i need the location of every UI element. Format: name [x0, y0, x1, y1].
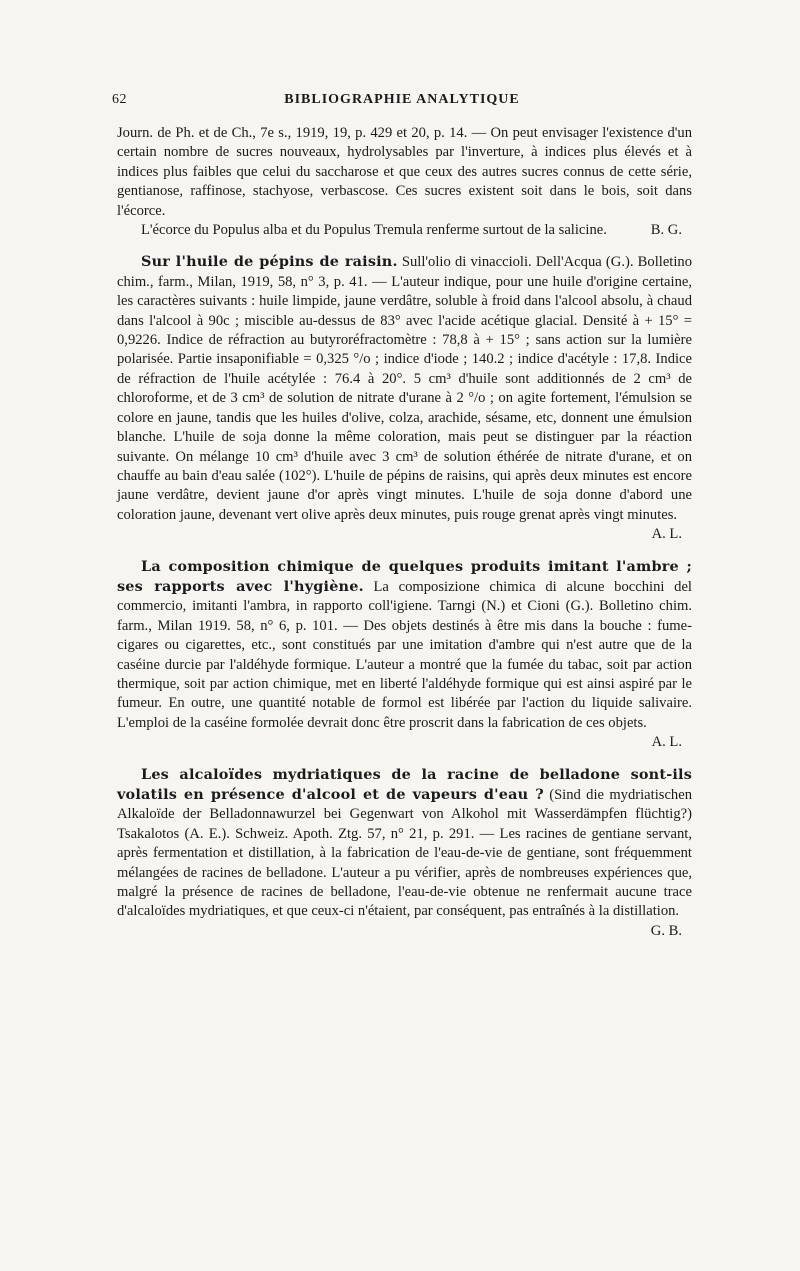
signature: A. L. [651, 526, 682, 543]
entry-heading: Les alcaloïdes mydriatiques de la racine de belladone sont-ils volatils en présence d'alcool et de vapeurs d'eau ? [117, 765, 692, 803]
page-number: 62 [112, 92, 127, 107]
entry-heading: La composition chimique de quelques produits imitant l'ambre ; ses rapports avec l'hygiène. [117, 557, 692, 595]
page-header [112, 92, 692, 112]
running-title: BIBLIOGRAPHIE ANALYTIQUE [284, 92, 520, 107]
entry-grape-seed-oil [117, 252, 692, 543]
entry-text: Sull'olio di vinaccioli. Dell'Acqua (G.). Bolletino chim., farm., Milan, 1919, 58, n° 3, p. 41. — L'auteur indique, pour une huile d'origine certaine, les caractères suivants : huile limpide, jaune verdâtre, soluble à froid dans l'alcool absolu, à chaud dans l'alcool à 90c ; miscible au-dessus de 83° avec l'acide acétique glacial. Densité à + 15° = 0,9226. Indice de réfraction au butyroréfractomètre : 78,8 à + 15° ; sans action sur la lumière polarisée. Partie insaponifiable = 0,325 °/o ; indice d'iode ; 140.2 ; indice d'acétyle : 17,8. Indice de réfraction de l'huile acétylée : 76.4 à 20°. 5 cm³ d'huile sont additionnés de 2 cm³ de chloroforme, et de 3 cm³ de solution de nitrate d'urane à 2 °/o ; on agite fortement, l'émulsion se colore en jaune, tandis que les huiles d'olive, colza, arachide, sésame, etc, donnent une émulsion blanche. L'huile de soja donne la même coloration, mais peut se distinguer par la réaction suivante. On mélange 10 cm³ d'huile avec 3 cm³ de solution éthérée de nitrate d'urane, et on chauffe au bain d'eau salée (102°). L'huile de pépins de raisins, qui après deux minutes est encore jaune verdâtre, devient jaune d'or après vingt minutes. L'huile de soja donne d'abord une coloration jaune, devenant vert olive après deux minutes, puis rouge grenat après vingt minutes. [117, 254, 692, 523]
entry-text: La composizione chimica di alcune bocchini del commercio, imitanti l'ambra, in rapporto coll'igiene. Tarngi (N.) et Cioni (G.). Bolletino chim. farm., Milan 1919. 58, n° 6, p. 101. — Des objets destinés à être mis dans la bouche : fume-cigares ou cigarettes, etc., sont constitués par une imitation d'ambre qui n'est autre que de la caséine durcie par l'aldéhyde formique. L'auteur a montré que la fumée du tabac, soit par action thermique, soit par action chimique, met en liberté l'aldéhyde formique qui est ainsi aspiré par le fumeur. En outre, une quantité notable de formol est libérée par l'action du liquide salivaire. L'emploi de la caséine formolée devrait donc être proscrit dans la fabrication de ces objets. [117, 578, 692, 731]
page-body [117, 124, 692, 941]
continuation-paragraph: Journ. de Ph. et de Ch., 7e s., 1919, 19, p. 429 et 20, p. 14. — On peut envisager l'existence d'un certain nombre de sucres nouveaux, hydrolysables par l'inverture, à indices plus élevés et à indices plus faibles que celui du saccharose et que ceux des autres sucres connus de cette série, gentianose, raffinose, stachyose, verbascose. Ces sucres existent soit dans le bois, soit dans l'écorce. [117, 125, 692, 219]
continuation-paragraph-2 [117, 221, 692, 240]
signature: A. L. [651, 734, 682, 751]
entry-heading: Sur l'huile de pépins de raisin. [141, 253, 398, 271]
continuation-paragraph-2-text: L'écorce du Populus alba et du Populus Tremula renferme surtout de la salicine. [141, 222, 607, 239]
signature: B. G. [650, 222, 682, 239]
entry-belladonna-alkaloids [117, 765, 692, 939]
entry-text: (Sind die mydriatischen Alkaloïde der Belladonnawurzel bei Gegenwart von Alkohol mit Wasserdämpfen flüchtig?) Tsakalotos (A. E.). Schweiz. Apoth. Ztg. 57, n° 21, p. 291. — Les racines de gentiane servant, après fermentation et distillation, à la fabrication de l'eau-de-vie de gentiane, sont fréquemment mélangées de racines de belladone. L'auteur a pu vérifier, après de nombreuses expériences que, malgré la présence de racines de belladone, l'eau-de-vie obtenue ne renfermait aucune trace d'alcaloïdes mydriatiques, et que ceux-ci n'étaient, par conséquent, pas entraînés à la distillation. [117, 787, 692, 920]
entry-amber-imitation [117, 557, 692, 734]
signature: G. B. [650, 922, 682, 939]
